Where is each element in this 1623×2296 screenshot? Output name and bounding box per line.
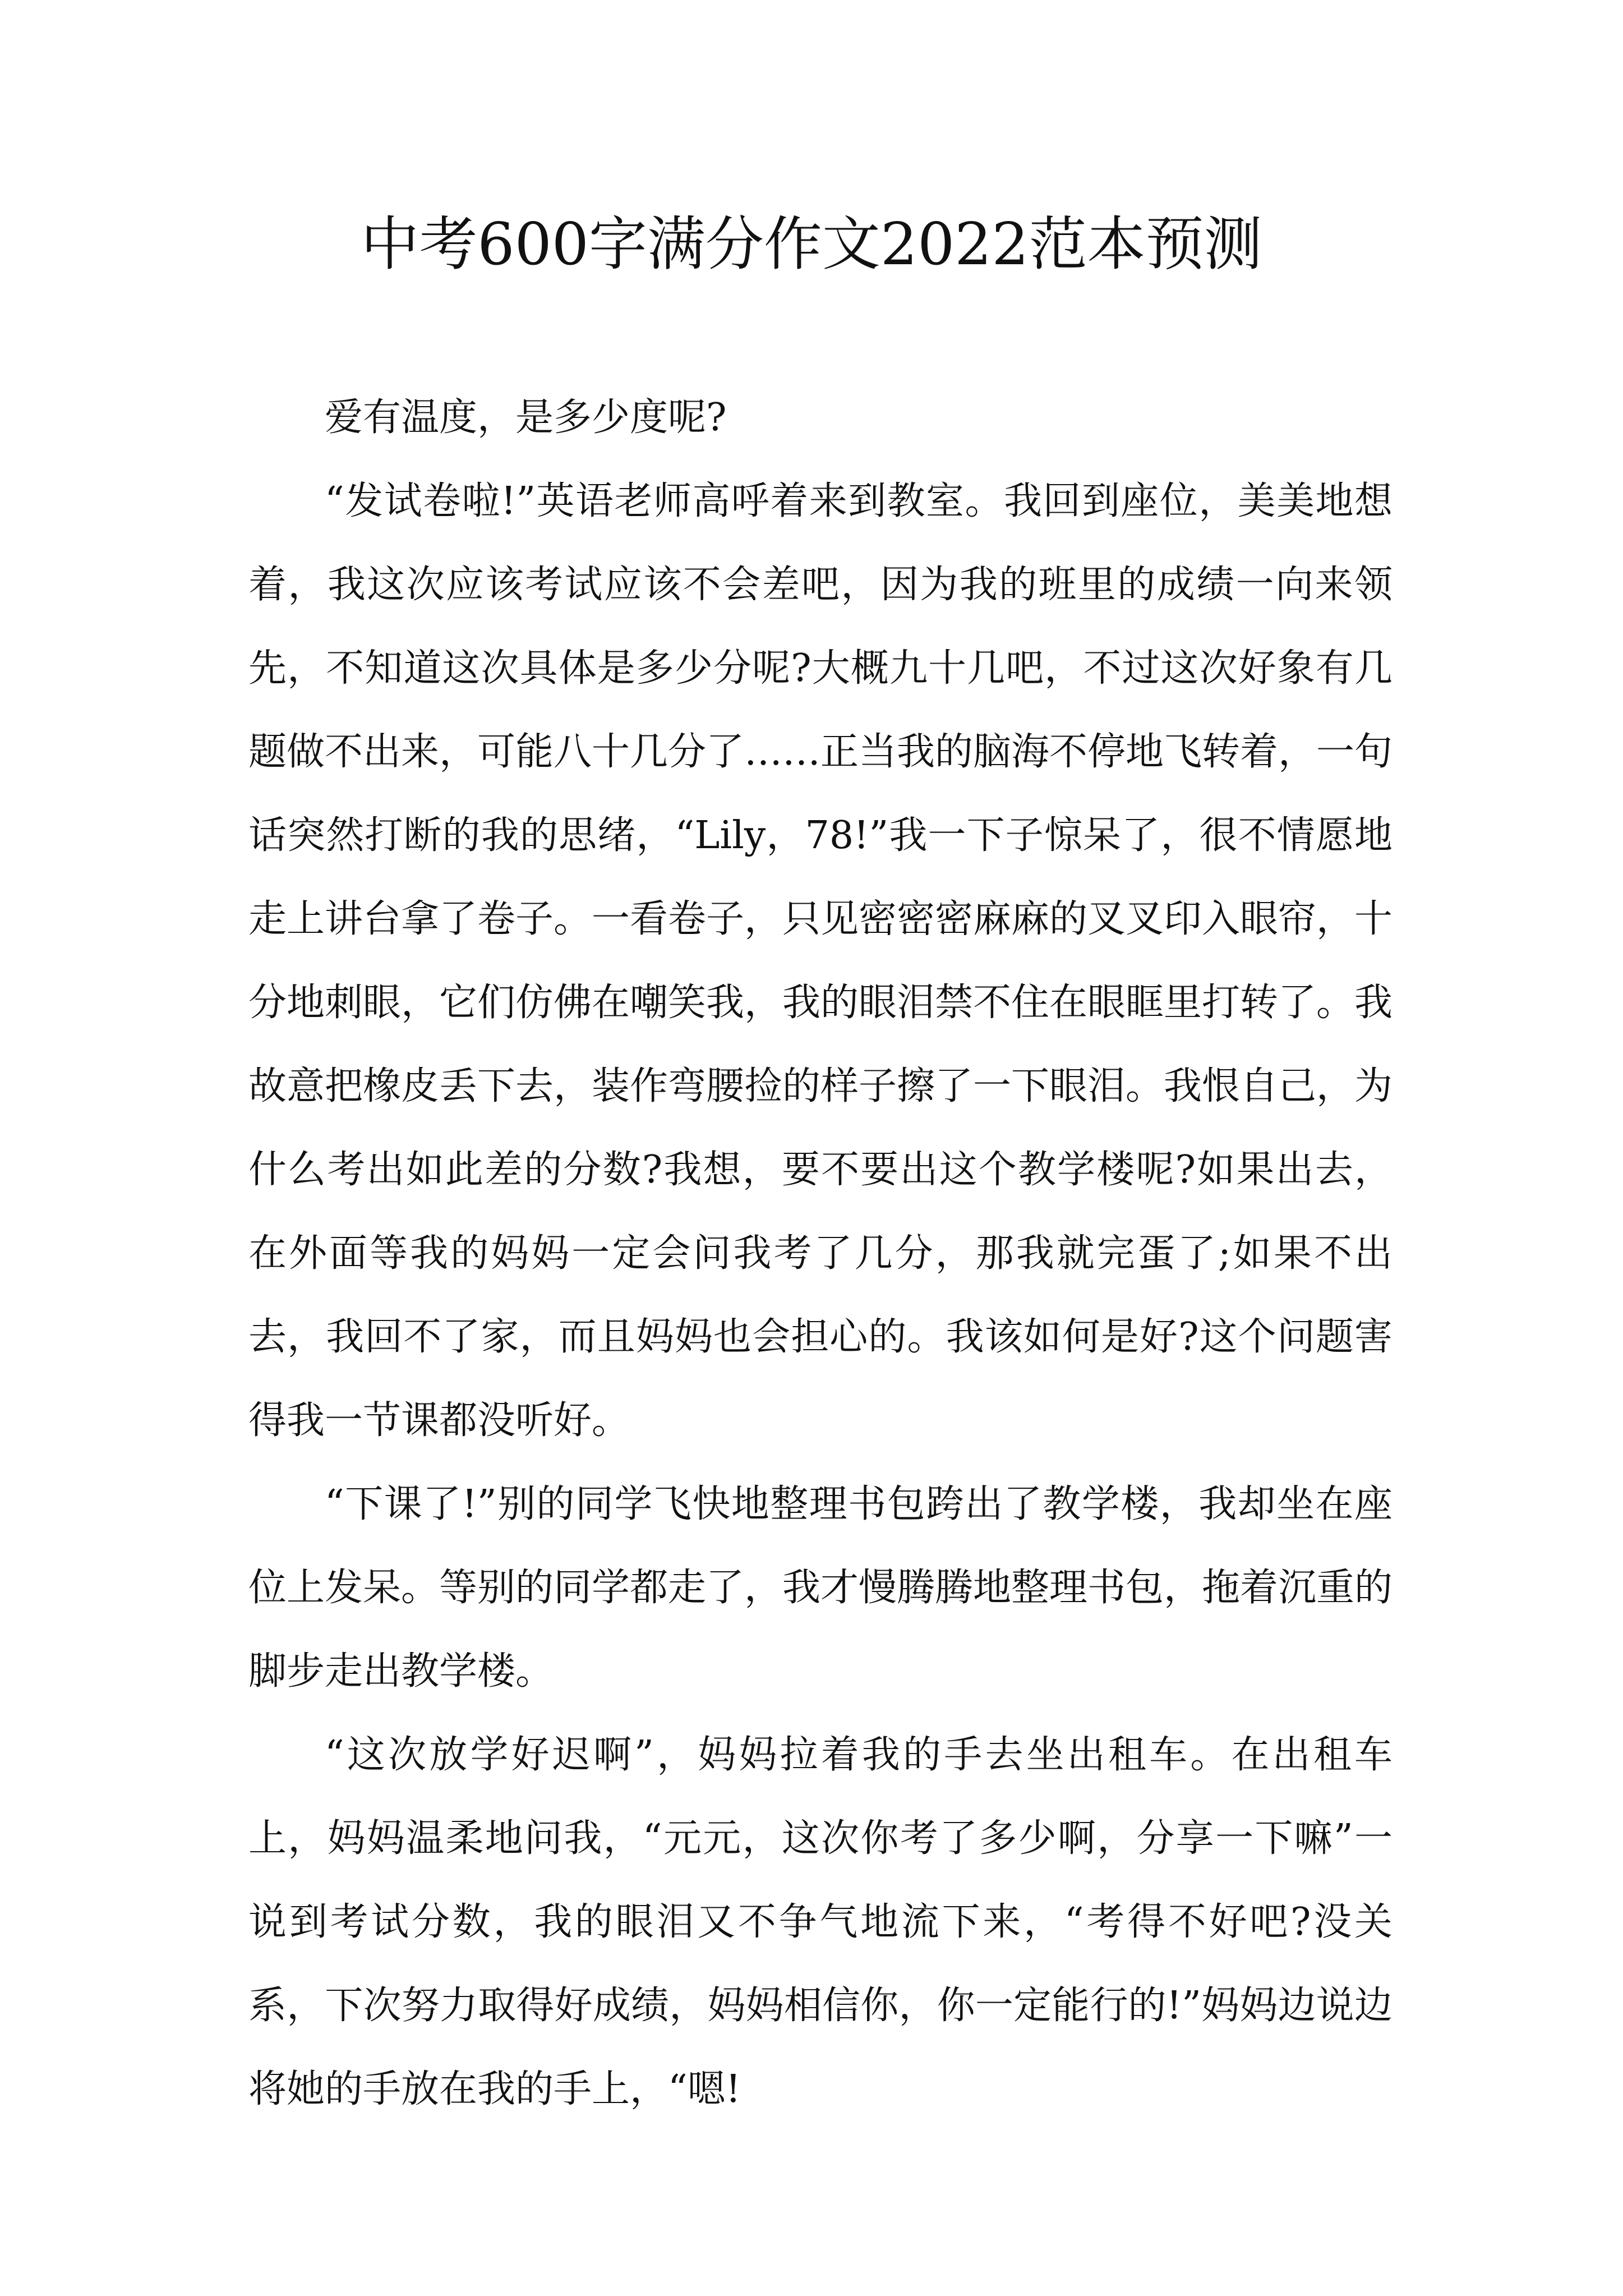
paragraph-1: 爱有温度，是多少度呢?	[325, 395, 727, 440]
paragraph-2: “发试卷啦!”英语老师高呼着来到教室。我回到座位，美美地想着，我这次应该考试应该不会差吧，因为我的班里的成绩一向来领先，不知道这次具体是多少分呢?大概九十几吧，不过这次好象有几题做不出来，可能八十几分了……正当我的脑海不停地飞转着，一句话突然打断的我的思绪，“Lily，78!”我一下子惊呆了，很不情愿地走上讲台拿了卷子。一看卷子，只见密密密麻麻的叉叉印入眼帘，十分地刺眼，它们仿佛在嘲笑我，我的眼泪禁不住在眼眶里打转了。我故意把橡皮丢下去，装作弯腰捡的样子擦了一下眼泪。我恨自己，为什么考出如此差的分数?我想，要不要出这个教学楼呢?如果出去，在外面等我的妈妈一定会问我考了几分，那我就完蛋了;如果不出去，我回不了家，而且妈妈也会担心的。我该如何是好?这个问题害得我一节课都没听好。	[248, 479, 1393, 1443]
paragraph-4: “这次放学好迟啊”，妈妈拉着我的手去坐出租车。在出租车上，妈妈温柔地问我，“元元，这次你考了多少啊，分享一下嘛”一说到考试分数，我的眼泪又不争气地流下来，“考得不好吧?没关系，下次努力取得好成绩，妈妈相信你，你一定能行的!”妈妈边说边将她的手放在我的手上，“嗯!	[248, 1733, 1393, 2111]
document-body	[248, 376, 1393, 2131]
document-title: 中考600字满分作文2022范本预测	[361, 210, 1262, 278]
paragraph-3: “下课了!”别的同学飞快地整理书包跨出了教学楼，我却坐在座位上发呆。等别的同学都走了，我才慢腾腾地整理书包，拖着沉重的脚步走出教学楼。	[248, 1482, 1393, 1694]
